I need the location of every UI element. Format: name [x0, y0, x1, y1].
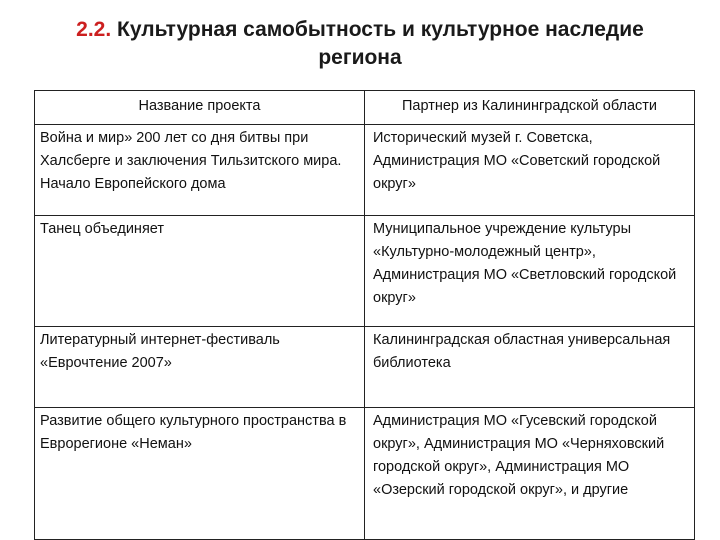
- slide-title: [40, 16, 680, 72]
- table-header-row: [35, 91, 695, 125]
- project-cell: Танец объединяет: [35, 216, 365, 327]
- partner-cell: Калининградская областная универсальная библиотека: [365, 327, 695, 408]
- project-cell: Развитие общего культурного пространства в Еврорегионе «Неман»: [35, 408, 365, 540]
- table-row: [35, 216, 695, 327]
- projects-table-container: [34, 90, 694, 540]
- header-project-name: Название проекта: [35, 91, 365, 125]
- table-row: [35, 125, 695, 216]
- project-cell: Литературный интернет-фестиваль «Еврочтение 2007»: [35, 327, 365, 408]
- header-partner: Партнер из Калининградской области: [365, 91, 695, 125]
- title-number: 2.2.: [76, 18, 112, 41]
- projects-table: [34, 90, 695, 540]
- table-row: [35, 327, 695, 408]
- partner-cell: Администрация МО «Гусевский городской округ», Администрация МО «Черняховский городской округ», Администрация МО «Озерский городской округ», и другие: [365, 408, 695, 540]
- title-text: Культурная самобытность и культурное наследие региона: [117, 18, 644, 69]
- partner-cell: Исторический музей г. Советска, Администрация МО «Советский городской округ»: [365, 125, 695, 216]
- project-cell: Война и мир» 200 лет со дня битвы при Халсберге и заключения Тильзитского мира. Начало Европейского дома: [35, 125, 365, 216]
- table-row: [35, 408, 695, 540]
- partner-cell: Муниципальное учреждение культуры «Культурно-молодежный центр», Администрация МО «Светловский городской округ»: [365, 216, 695, 327]
